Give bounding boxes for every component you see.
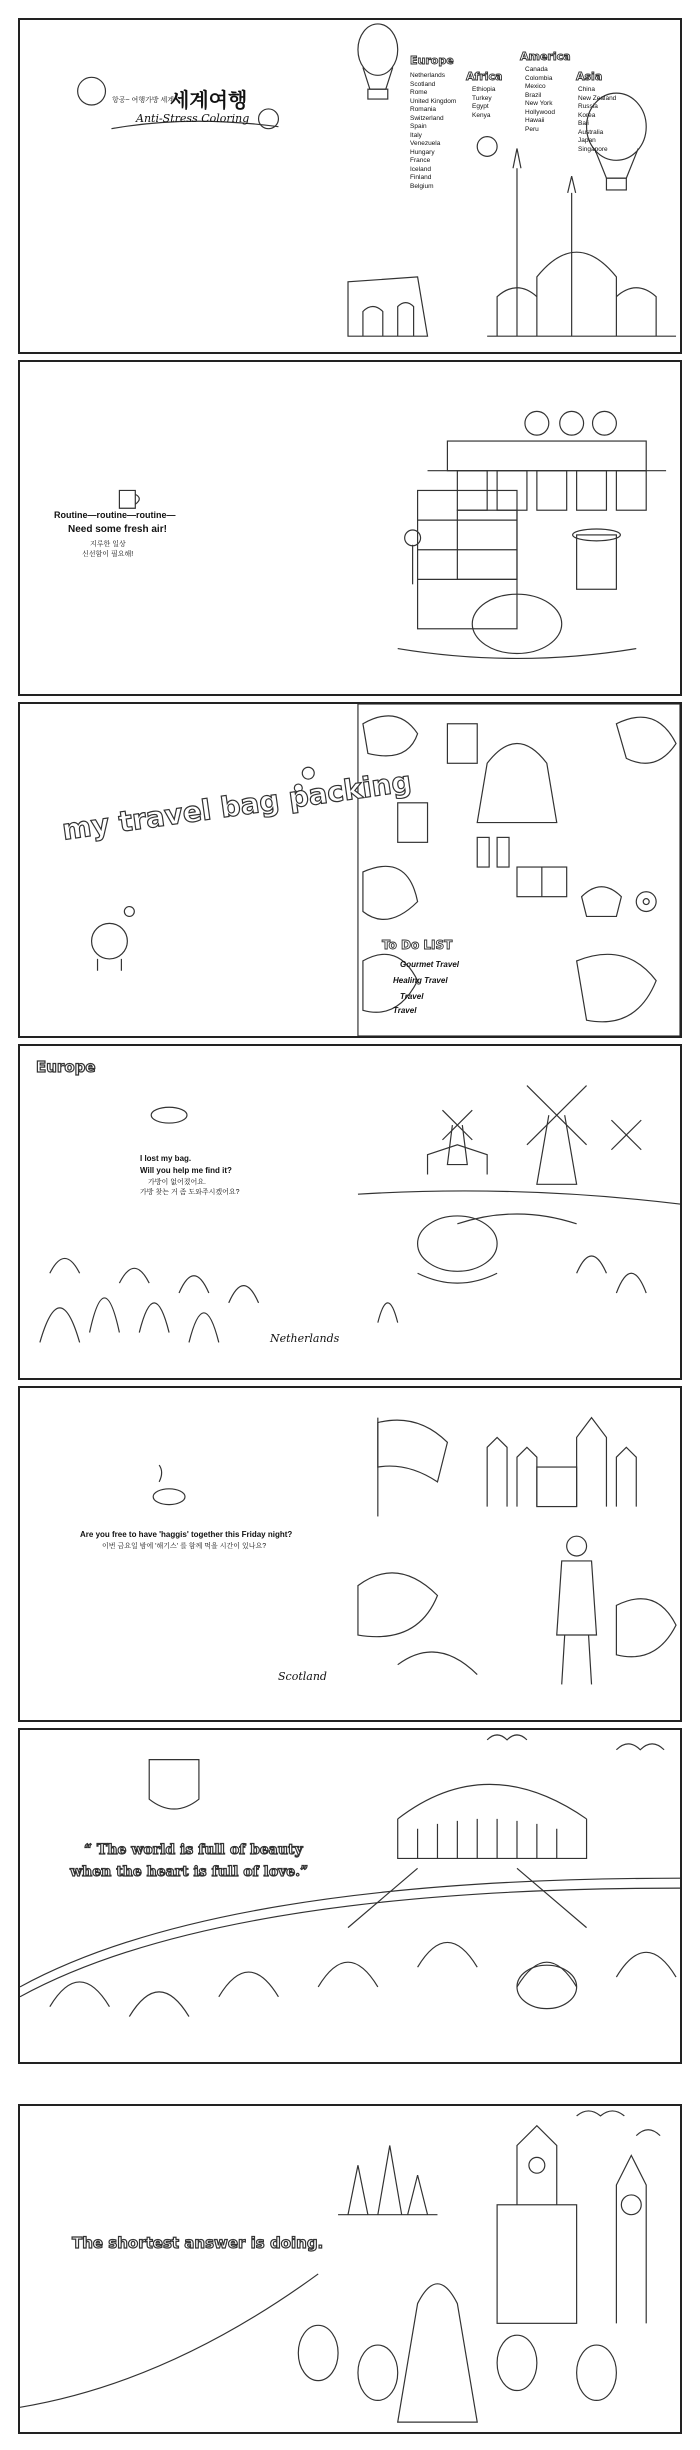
asia-header: Asia [576,70,603,83]
todo-item: Gourmet Travel [400,960,459,969]
scotland-line-art [20,1388,680,1720]
list-item: Switzerland [410,114,444,122]
london-line-art [20,2106,680,2432]
place-netherlands: Netherlands [270,1332,340,1345]
list-item: France [410,157,431,164]
rome-line-art [20,1730,680,2062]
list-item: Scotland [410,80,436,88]
list-item: Hollywood [525,108,555,116]
spread-travel-bag [18,702,682,1038]
routine-line2: Need some fresh air! [68,524,167,535]
list-item: Hawaii [525,117,545,124]
rome-quote-line1: “ The world is full of beauty [84,1842,303,1858]
list-item: New York [525,100,553,107]
todo-title: To Do LIST [382,938,453,952]
list-item: Korea [578,111,596,119]
scotland-korean1: 이번 금요일 밤에 '해기스' 를 함께 먹을 시간이 있나요? [102,1543,267,1550]
routine-korean2: 신선함이 필요해! [82,551,134,558]
africa-header: Africa [466,70,503,83]
list-item: Kenya [472,111,491,119]
list-item: China [578,86,595,93]
routine-line1: Routine—routine—routine— [54,510,176,520]
asia-list [578,86,616,154]
list-item: Turkey [472,94,492,102]
list-item: Japan [578,137,596,144]
cover-title: 세계여행 [170,90,248,112]
scotland-line1: Are you free to have 'haggis' together this Friday night? [80,1530,293,1539]
europe-header: Europe [410,54,454,67]
list-item: Colombia [525,74,553,82]
list-item: New Zealand [578,94,617,102]
spread-scotland [18,1386,682,1722]
europe-list [410,72,456,191]
list-item: Romania [410,106,437,113]
list-item: Iceland [410,165,431,173]
todo-item: Travel [393,1006,417,1015]
list-item: Venezuela [410,140,441,147]
netherlands-line-art [20,1046,680,1378]
travel-bag-line-art [20,704,680,1036]
routine-korean1: 지루한 일상 [90,541,126,548]
list-item: Ethiopia [472,86,496,93]
place-scotland: Scotland [278,1670,327,1683]
spread-london [18,2104,682,2434]
list-item: Bali [578,120,589,127]
todo-item: Travel [400,992,424,1001]
america-list [525,66,555,134]
list-item: Russia [578,103,598,110]
london-quote: The shortest answer is doing. [72,2234,324,2252]
section-europe: Europe [36,1058,96,1076]
list-item: Hungary [410,148,435,156]
list-item: Egypt [472,103,489,110]
rome-quote-line2: when the heart is full of love.” [70,1864,309,1880]
netherlands-korean1: 가방이 없어졌어요. [148,1179,206,1186]
netherlands-line2: Will you help me find it? [140,1166,232,1175]
cover-subtitle: Anti-Stress Coloring [136,112,250,125]
list-item: Italy [410,131,422,139]
list-item: Canada [525,66,548,73]
list-item: Australia [578,128,604,136]
list-item: Brazil [525,91,542,99]
netherlands-line1: I lost my bag. [140,1154,192,1163]
list-item: United Kingdom [410,97,457,105]
spread-cover [18,18,682,354]
list-item: Finland [410,174,432,181]
cover-kicker: 항공~ 여행가방 세계 [112,97,175,104]
africa-list [472,86,496,120]
spread-netherlands [18,1044,682,1380]
list-item: Rome [410,89,428,96]
list-item: Belgium [410,182,434,190]
list-item: Netherlands [410,72,446,79]
list-item: Spain [410,123,427,130]
list-item: Mexico [525,83,546,90]
netherlands-korean2: 가방 찾는 거 좀 도와주시겠어요? [140,1189,240,1196]
list-item: Peru [525,125,539,133]
list-item: Singapore [578,145,608,153]
spread-rome [18,1728,682,2064]
america-header: America [520,50,571,63]
spread-routine [18,360,682,696]
todo-item: Healing Travel [393,976,448,985]
travel-bag-title: my travel bag packing [60,764,414,847]
